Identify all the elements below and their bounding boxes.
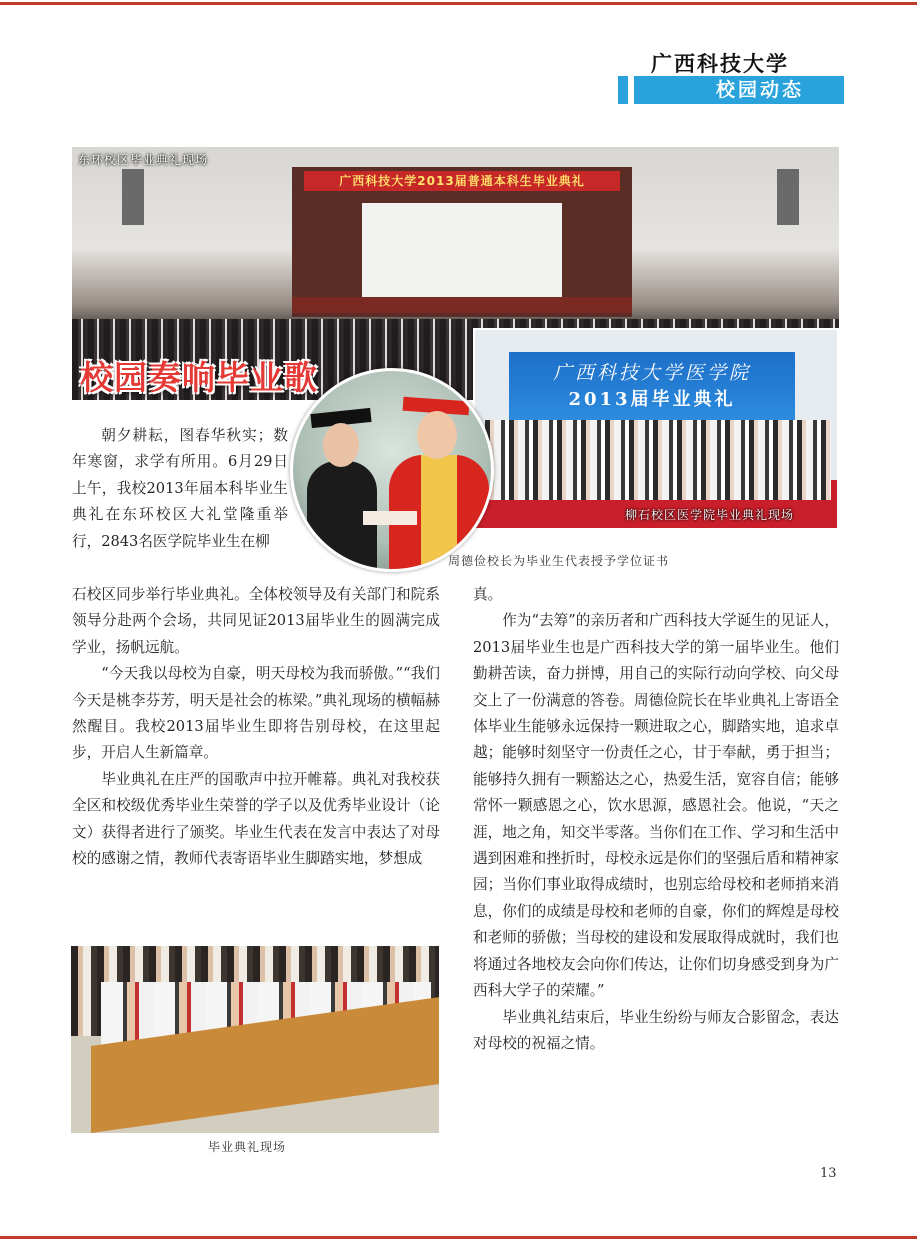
president-face <box>417 411 457 459</box>
top-rule <box>0 2 917 5</box>
certificate <box>363 511 417 525</box>
medical-school-photo <box>473 328 839 530</box>
header-university: 广西科技大学 <box>651 52 789 76</box>
header-section-label: 校园动态 <box>715 79 804 101</box>
paragraph-5: 毕业典礼结束后，毕业生纷纷与师友合影留念，表达对母校的祝福之情。 <box>473 1008 839 1052</box>
graduates-row <box>485 420 831 500</box>
main-photo-caption: 东环校区毕业典礼现场 <box>78 153 209 167</box>
secondary-photo-caption: 柳石校区医学院毕业典礼现场 <box>625 508 795 522</box>
paragraph-2: “今天我以母校为自豪，明天母校为我而骄傲。”“我们今天是桃李芬芳，明天是社会的栋梁。”典礼现场的横幅赫然醒目。我校2013届毕业生即将告别母校，在这里起步，开启人生新篇章。 <box>72 665 440 762</box>
article-intro-narrow <box>72 423 288 555</box>
header-section-bar <box>628 76 844 104</box>
circle-photo-caption: 周德俭校长为毕业生代表授予学位证书 <box>448 554 670 568</box>
lower-photo-caption: 毕业典礼现场 <box>208 1140 287 1154</box>
degree-award-photo <box>290 368 494 572</box>
stage-table <box>292 297 632 313</box>
paragraph-1: 朝夕耕耘，图春华秋实；数年寒窗，求学有所用。6月29日上午，我校2013年届本科毕业生典礼在东环校区大礼堂隆重举行，2843名医学院毕业生在柳 <box>72 427 288 550</box>
speaker-right <box>777 169 799 225</box>
paragraph-4: 作为“去筹”的亲历者和广西科技大学诞生的见证人，2013届毕业生也是广西科技大学的第一届毕业生。他们勤耕苦读，奋力拼博，用自己的实际行动向学校、向父母交上了一份满意的答卷。周德俭院长在毕业典礼上寄语全体毕业生能够永远保持一颗进取之心，脚踏实地，追求卓越；能够时刻坚守一份责任之心，甘于奉献，勇于担当；能够持久拥有一颗豁达之心，热爱生活，宽容自信；能够常怀一颗感恩之心，饮水思源，感恩社会。他说，“天之涯，地之角，知交半零落。当你们在工作、学习和生活中遇到困难和挫折时，母校永远是你们的坚强后盾和精神家园；当你们事业取得成绩时，也别忘给母校和老师捎来消息，你们的成绩是母校和老师的自豪，你们的辉煌是母校和老师的骄傲；当母校的建设和发展取得成就时，我们也将通过各地校友会向你们传达，让你们切身感受到身为广西科大学子的荣耀。” <box>473 612 839 1000</box>
left-column <box>72 582 440 872</box>
paragraph-3-continued: 真。 <box>473 586 503 603</box>
paragraph-1-continued: 石校区同步举行毕业典礼。全体校领导及有关部门和院系领导分赴两个会场，共同见证2013届毕业生的圆满完成学业，扬帆远航。 <box>72 586 440 656</box>
stage-banner: 广西科技大学2013届普通本科生毕业典礼 <box>304 171 620 191</box>
page-number: 13 <box>820 1166 837 1181</box>
medical-school-banner <box>509 352 795 426</box>
ceremony-seats-photo <box>71 946 439 1133</box>
banner-line-2: 2013届毕业典礼 <box>568 389 736 410</box>
stage-screen <box>362 203 562 299</box>
right-column <box>473 582 839 1057</box>
graduate-face <box>323 423 359 467</box>
banner-line-1: 广西科技大学医学院 <box>552 362 751 384</box>
speaker-left <box>122 169 144 225</box>
article-title: 校园奏响毕业歌 <box>80 358 318 397</box>
paragraph-3: 毕业典礼在庄严的国歌声中拉开帷幕。典礼对我校获全区和校级优秀毕业生荣誉的学子以及优秀毕业设计（论文）获得者进行了颁奖。毕业生代表在发言中表达了对母校的感谢之情，教师代表寄语毕业生脚踏实地，梦想成 <box>72 770 440 868</box>
bottom-rule <box>0 1236 917 1239</box>
